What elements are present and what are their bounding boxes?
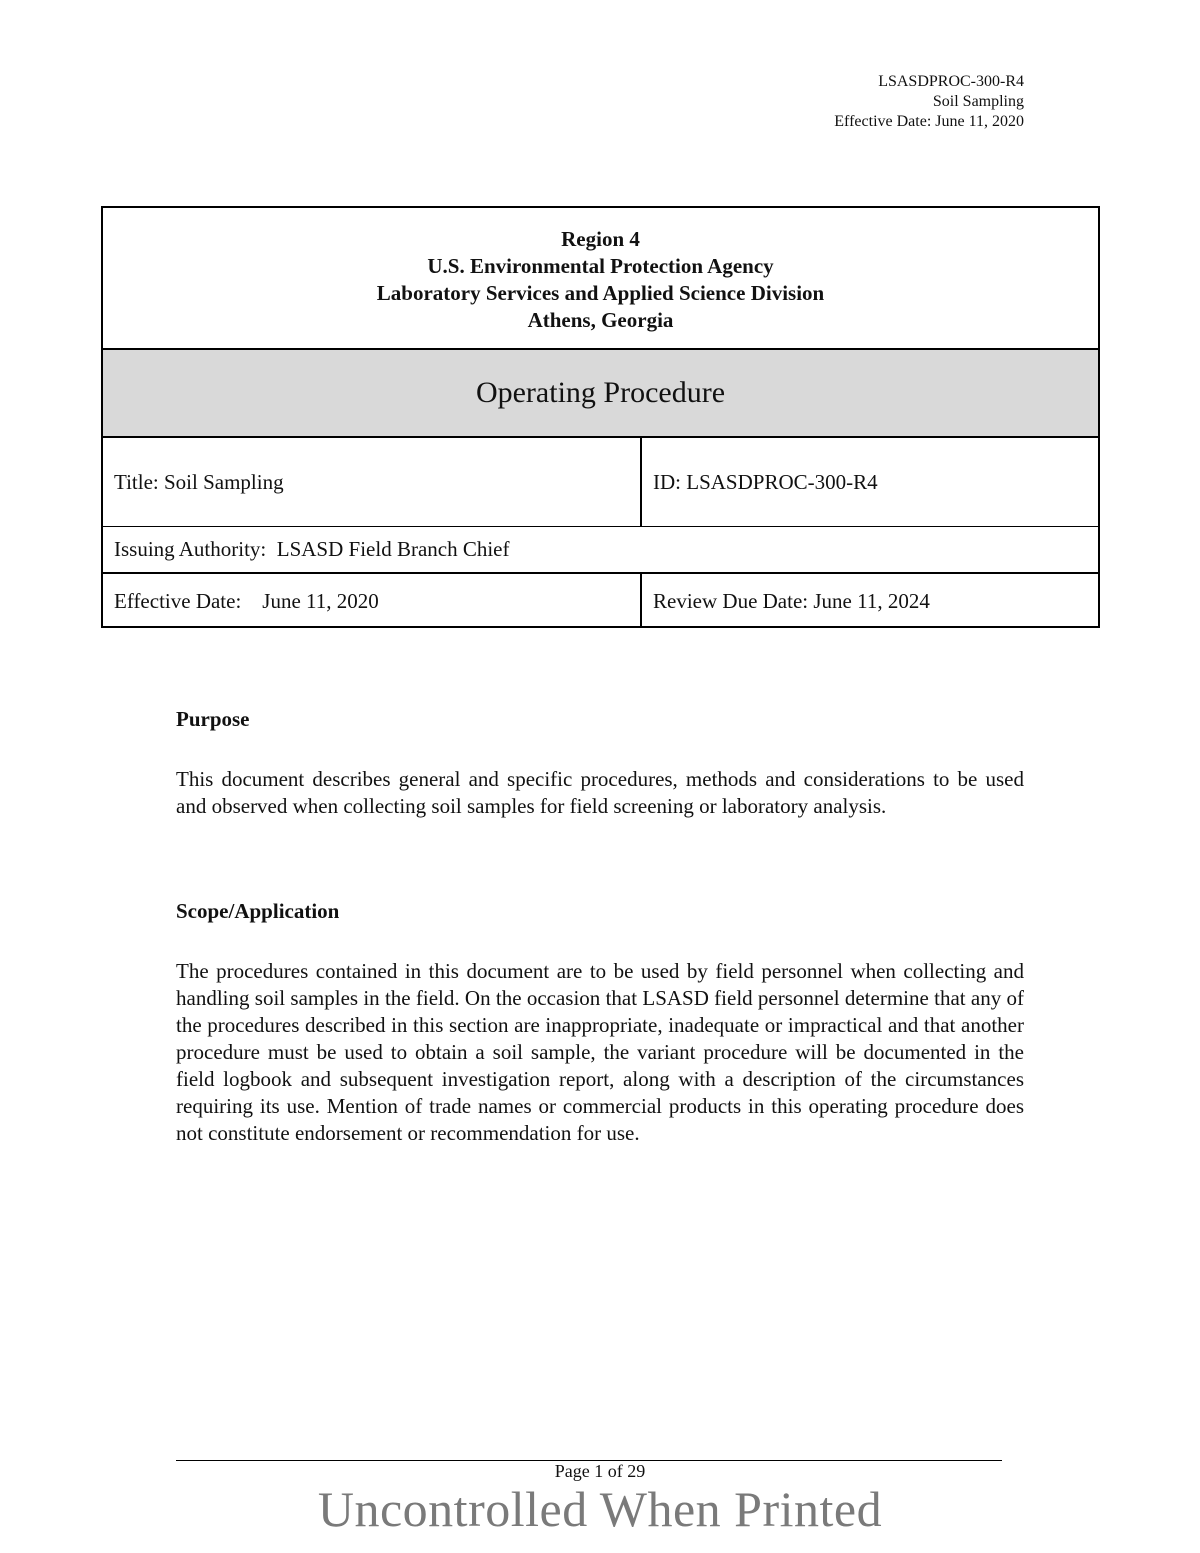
region: Region 4	[561, 227, 640, 251]
document-title: Title: Soil Sampling	[103, 438, 642, 526]
purpose-text: This document describes general and specific procedures, methods and considerations to be used and observed when collecting soil samples for field screening or laboratory analysis.	[176, 767, 1024, 818]
authority-row	[103, 526, 1098, 574]
title-row	[103, 438, 1098, 526]
cover-table	[101, 206, 1100, 628]
dates-row	[103, 574, 1098, 628]
header-doc-id: LSASDPROC-300-R4	[878, 73, 1024, 90]
scope-heading: Scope/Application	[176, 899, 340, 923]
document-type: Operating Procedure	[103, 348, 1098, 438]
location: Athens, Georgia	[527, 308, 674, 332]
watermark: Uncontrolled When Printed	[317, 1481, 883, 1537]
issuing-authority: Issuing Authority: LSASD Field Branch Chief	[114, 537, 510, 561]
division-name: Laboratory Services and Applied Science Division	[376, 281, 825, 305]
header-effective-date: Effective Date: June 11, 2020	[834, 113, 1024, 130]
purpose-heading: Purpose	[176, 707, 250, 731]
document-id: ID: LSASDPROC-300-R4	[653, 469, 878, 494]
running-header	[834, 72, 1024, 132]
effective-date: Effective Date: June 11, 2020	[103, 574, 642, 628]
agency-block	[103, 208, 1098, 348]
review-due-date: Review Due Date: June 11, 2024	[653, 588, 930, 613]
header-subject: Soil Sampling	[932, 93, 1024, 110]
agency-name: U.S. Environmental Protection Agency	[427, 254, 774, 278]
page-number: Page 1 of 29	[554, 1461, 646, 1481]
scope-text: The procedures contained in this document are to be used by field personnel when collecting and handling soil samples in the field. On the occasion that LSASD field personnel determine that any of the procedures described in this section are inappropriate, inadequate or impractical and that another procedure must be used to obtain a soil sample, the variant procedure will be documented in the field logbook and subsequent investigation report, along with a description of the circumstances requiring its use. Mention of trade names or commercial products in this operating procedure does not constitute endorsement or recommendation for use.	[176, 959, 1024, 1145]
